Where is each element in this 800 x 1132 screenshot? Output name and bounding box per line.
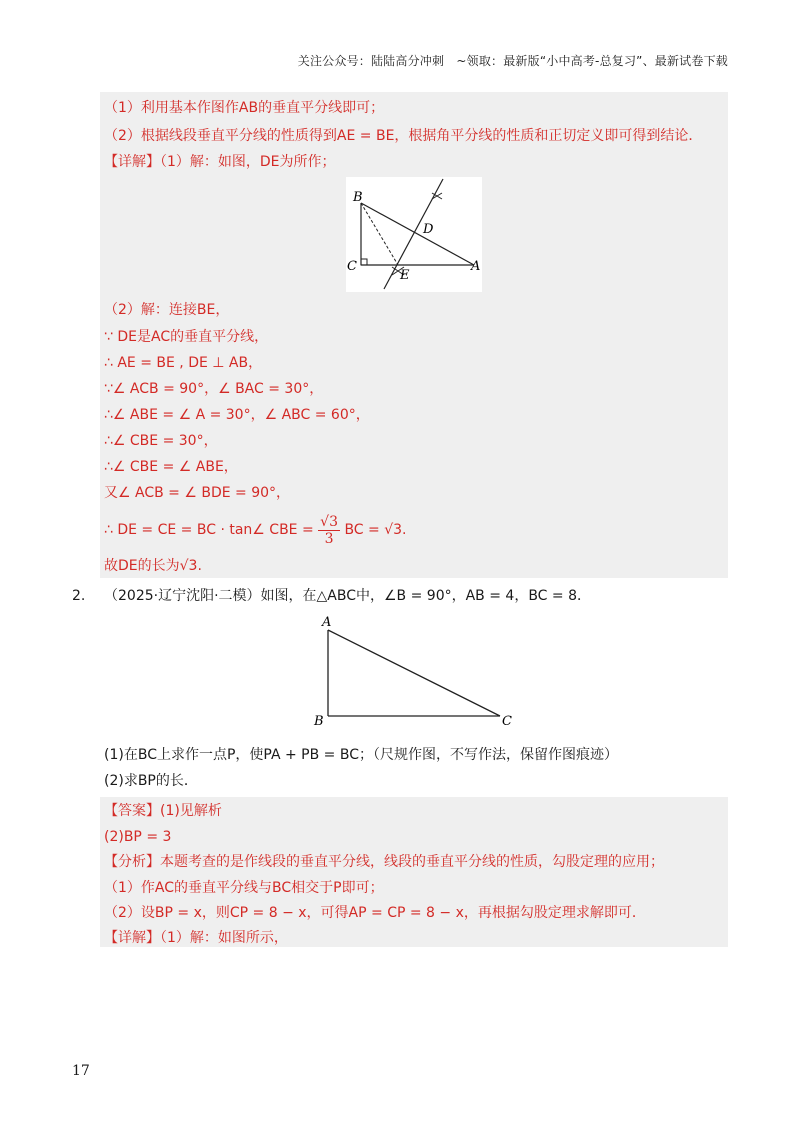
tan-fraction-den: 3 [324,530,334,547]
hint-1: （1）利用基本作图作AB的垂直平分线即可； [104,100,385,116]
detail-tag: 【详解】 [104,154,160,170]
page-number: 17 [72,1063,90,1079]
figure-2 [306,612,526,732]
label-A2: A [322,615,332,630]
label-C2: C [502,714,512,729]
step-4: ∵∠ ACB = 90°，∠ BAC = 30°， [104,381,324,397]
step-5: ∴∠ ABE = ∠ A = 30°，∠ ABC = 60°， [104,407,370,423]
detail-text-2: （1）解：如图所示， [160,930,288,946]
hint-2: （2）根据线段垂直平分线的性质得到AE = BE，根据角平分线的性质和正切定义即可得到结论． [104,128,703,144]
analysis-tag: 【分析】 [104,854,160,870]
detail-line-1 [104,152,336,172]
answer-line-1 [104,801,222,821]
tan-line [104,512,406,548]
answer-tag: 【答案】 [104,803,160,819]
detail-text: （1）解：如图，DE为所作； [160,154,336,170]
step-3: ∴ AE = BE , DE ⊥ AB， [104,355,263,371]
step-7: ∴∠ CBE = ∠ ABE， [104,459,238,475]
tan-line-right: BC = √3. [344,522,407,538]
analysis-1: （1）作AC的垂直平分线与BC相交于P即可； [104,880,384,896]
problem-number: 2. [72,588,86,604]
label-E: E [400,268,410,283]
label-B2: B [314,714,324,729]
label-D: D [423,222,434,237]
figure-1-svg [346,177,482,292]
label-B: B [353,190,363,205]
step-1: （2）解：连接BE， [104,302,230,318]
answer-1: (1)见解析 [160,803,222,819]
question-1: (1)在BC上求作一点P，使PA + PB = BC；（尺规作图，不写作法，保留作图痕迹） [104,747,618,763]
label-C: C [347,259,357,274]
tan-line-left: ∴ DE = CE = BC · tan∠ CBE = [104,522,314,538]
detail-tag-2: 【详解】 [104,930,160,946]
detail-line-2 [104,928,288,948]
problem-text: （2025·辽宁沈阳·二模）如图，在△ABC中，∠B = 90°，AB = 4，BC = 8． [104,588,591,604]
tan-fraction-num: √3 [320,513,338,530]
answer-2: (2)BP = 3 [104,829,172,845]
page-header: 关注公众号：陆陆高分冲刺 ~领取：最新版“小中高考-总复习”、最新试卷下载 [297,54,728,68]
step-2: ∵ DE是AC的垂直平分线， [104,329,269,345]
analysis-2: （2）设BP = x，则CP = 8 − x，可得AP = CP = 8 − x，再根据勾股定理求解即可． [104,905,646,921]
step-8: 又∠ ACB = ∠ BDE = 90°， [104,485,291,501]
tan-fraction [318,514,340,547]
step-6: ∴∠ CBE = 30°， [104,433,218,449]
label-A: A [471,259,481,274]
figure-2-svg [306,612,526,732]
conclusion: 故DE的长为√3. [104,558,202,574]
question-2: (2)求BP的长． [104,773,198,789]
analysis-line [104,852,664,872]
analysis-text: 本题考查的是作线段的垂直平分线，线段的垂直平分线的性质，勾股定理的应用； [160,854,664,870]
figure-1 [346,177,482,292]
